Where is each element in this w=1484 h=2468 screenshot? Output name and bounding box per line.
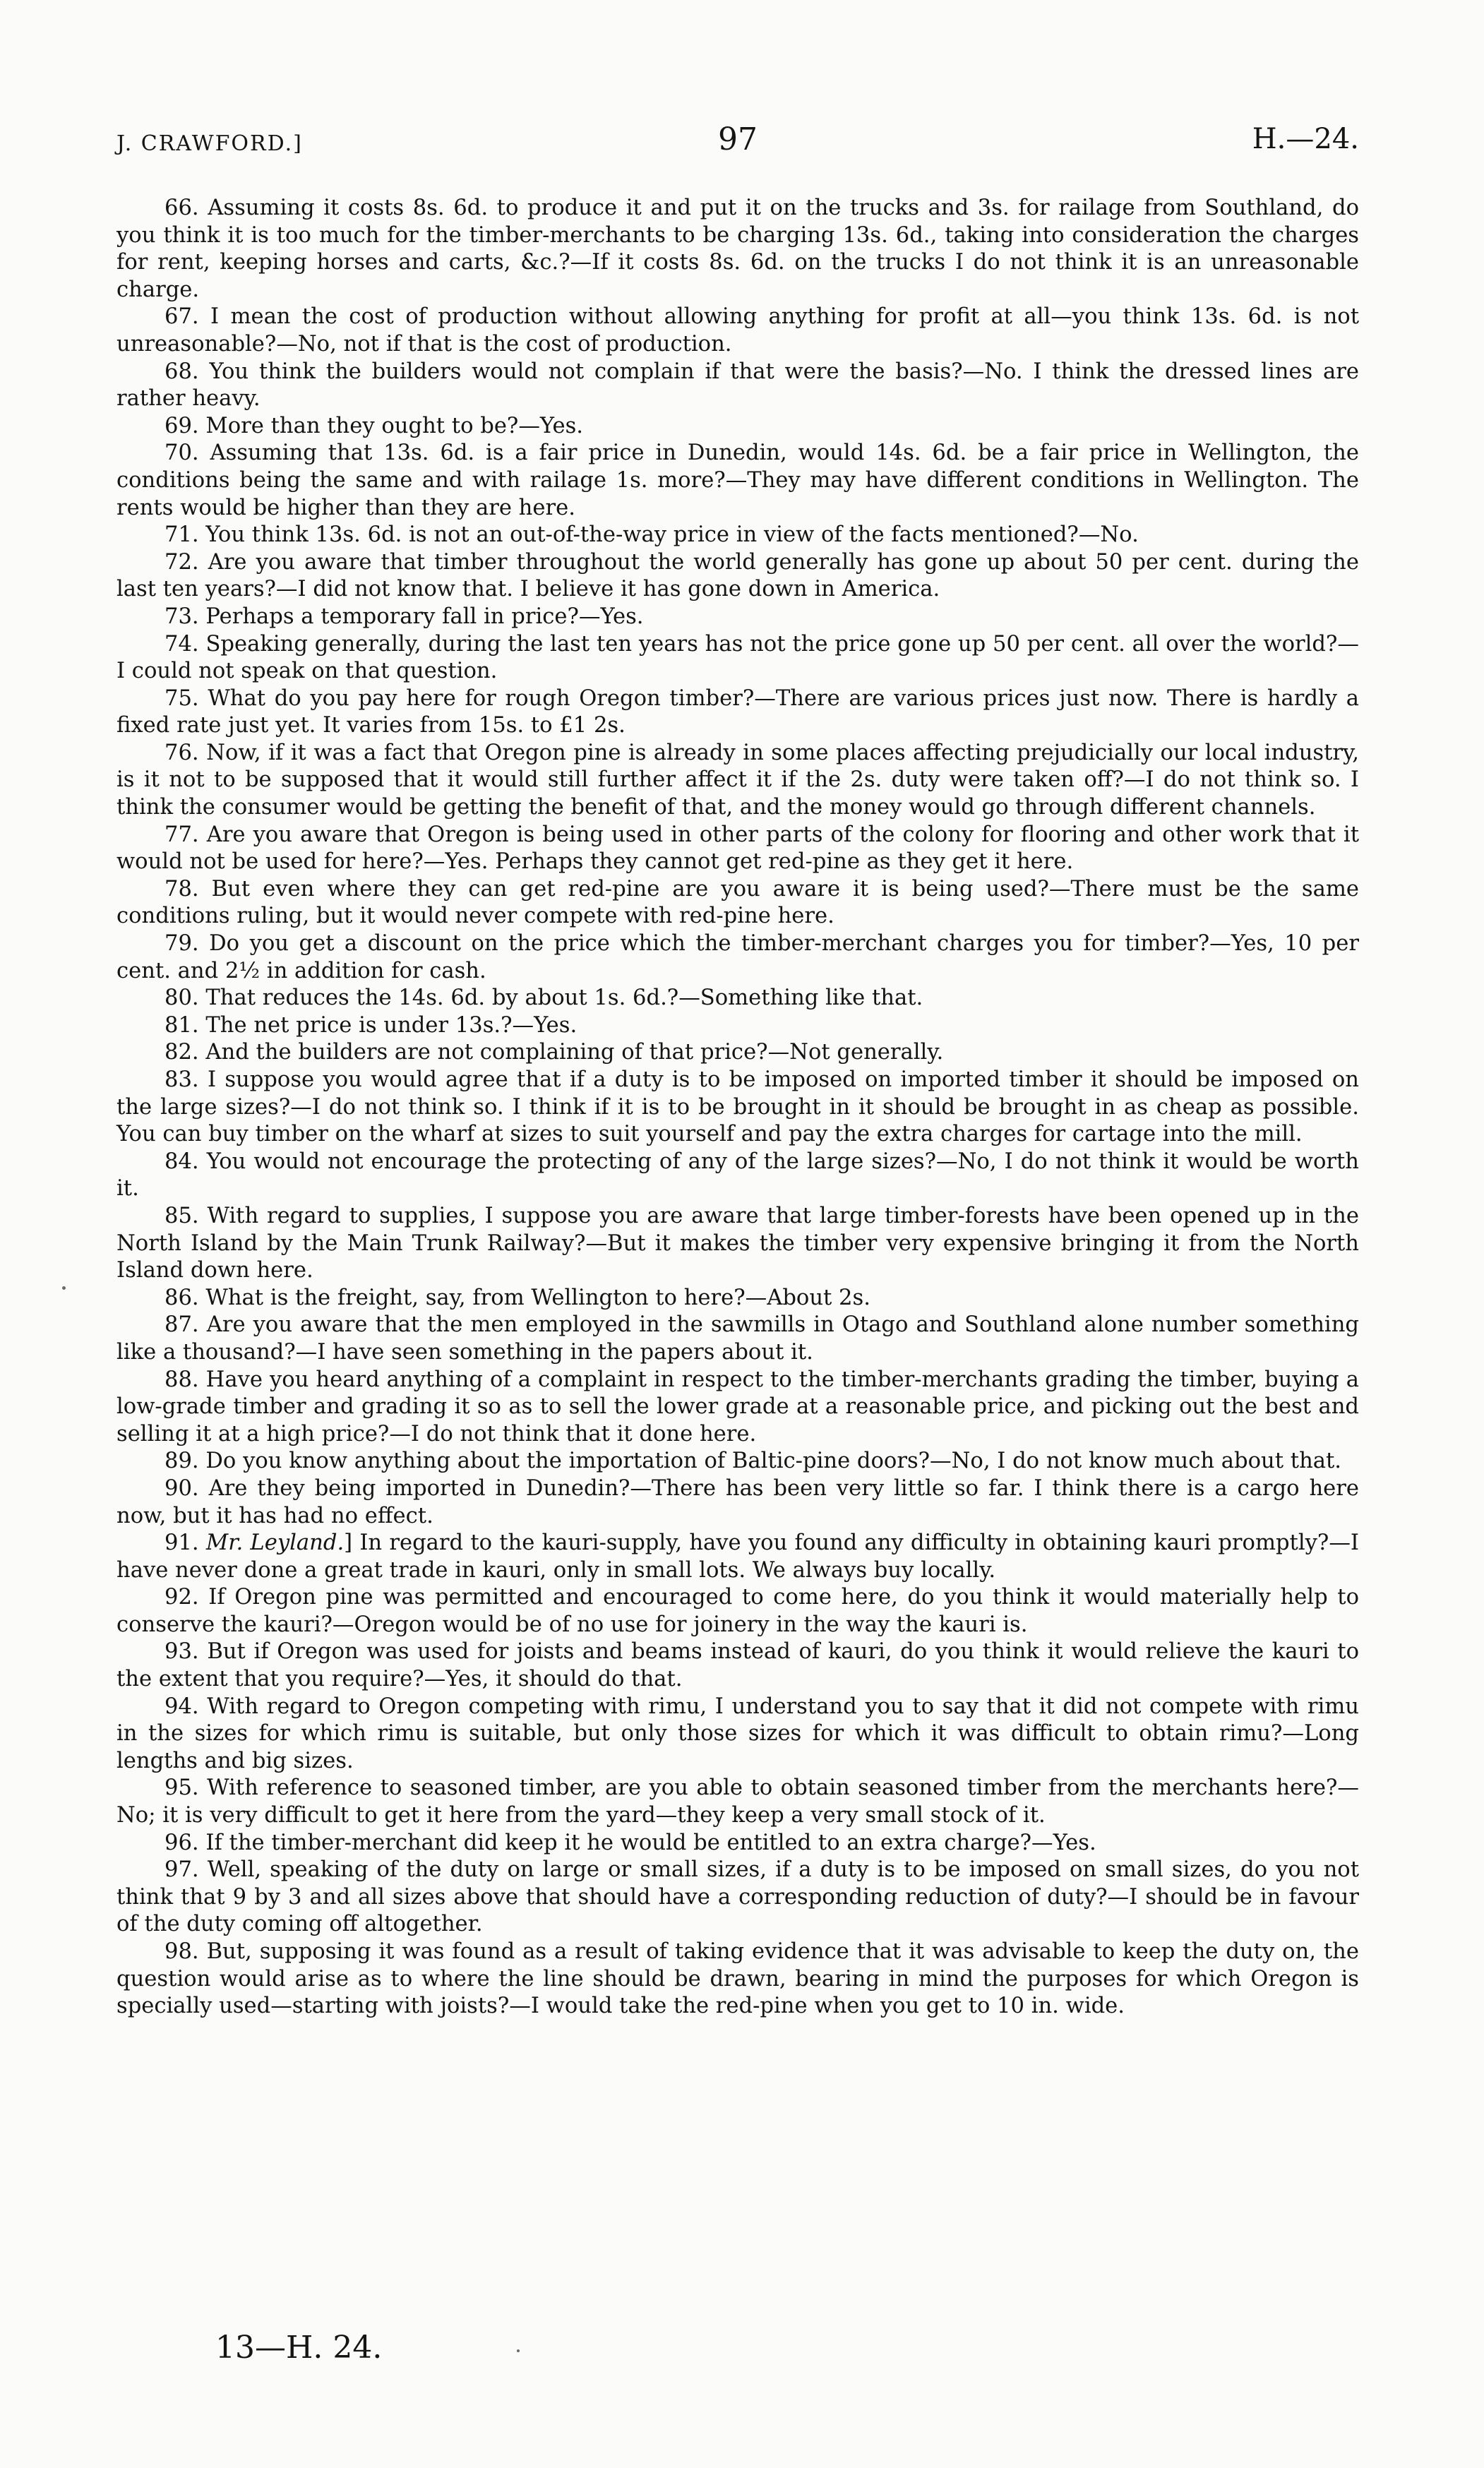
evidence-paragraph [116, 631, 1359, 685]
evidence-paragraph [116, 1857, 1359, 1939]
question-answer-text: Now, if it was a fact that Oregon pine is already in some places affecting prejudicially our local industry, is it not to be supposed that it would still further affect it if the 2s. duty were taken off?—I do not think so. I think the consumer would be getting the benefit of that, and the money would go through different channels. [116, 740, 1359, 820]
question-answer-text: Speaking generally, during the last ten years has not the price gone up 50 per cent. all over the world?—I could not speak on that question. [116, 631, 1359, 684]
question-number: 66. [164, 196, 199, 220]
question-number: 73. [164, 604, 199, 629]
question-number: 91. [164, 1530, 199, 1556]
question-number: 83. [164, 1067, 199, 1092]
question-number: 90. [164, 1475, 199, 1501]
question-number: 69. [164, 413, 199, 438]
evidence-paragraph [116, 304, 1359, 358]
evidence-paragraph [116, 1475, 1359, 1530]
question-number: 75. [164, 685, 199, 711]
evidence-body [116, 195, 1359, 2020]
evidence-paragraph [116, 985, 1359, 1012]
evidence-paragraph [116, 549, 1359, 604]
question-answer-text: Are you aware that Oregon is being used in other parts of the colony for flooring and other work that it would not be used for here?—Yes. Perhaps they cannot get red-pine as they get it here. [116, 822, 1359, 875]
signature-mark: 13—H. 24. [215, 2330, 383, 2366]
question-answer-text: Do you get a discount on the price which the timber-merchant charges you for timber?—Yes, 10 per cent. and 2½ in addition for cash. [116, 931, 1359, 983]
question-answer-text: You think the builders would not complain if that were the basis?—No. I think the dressed lines are rather heavy. [116, 359, 1359, 412]
margin-speck [517, 2349, 520, 2352]
evidence-paragraph [116, 1312, 1359, 1366]
evidence-paragraph [116, 604, 1359, 631]
question-number: 84. [164, 1149, 199, 1174]
question-answer-text: Assuming that 13s. 6d. is a fair price in Dunedin, would 14s. 6d. be a fair price in Wellington, the conditions being the same and with railage 1s. more?—They may have different conditions in Wellington. The rents would be higher than they are here. [116, 441, 1359, 520]
witness-name: J. CRAWFORD.] [116, 131, 303, 156]
question-number: 74. [164, 631, 199, 657]
question-answer-text: But, supposing it was found as a result of taking evidence that it was advisable to keep the duty on, the question would arise as to where the line should be drawn, bearing in mind the purposes for which Oregon is specially used—starting with joists?—I would take the red-pine when you get to 10 in. wide. [116, 1939, 1359, 2019]
question-answer-text: What do you pay here for rough Oregon timber?—There are various prices just now. There is hardly a fixed rate just yet. It varies from 15s. to £1 2s. [116, 685, 1359, 738]
evidence-paragraph [116, 1285, 1359, 1312]
question-answer-text: Are you aware that the men employed in the sawmills in Otago and Southland alone number something like a thousand?—I have seen something in the papers about it. [116, 1312, 1359, 1365]
document-reference: H.—24. [1252, 123, 1359, 155]
question-number: 81. [164, 1012, 199, 1038]
question-answer-text: Are they being imported in Dunedin?—There has been very little so far. I think there is a cargo here now, but it has had no effect. [116, 1475, 1359, 1528]
question-answer-text: And the builders are not complaining of that price?—Not generally. [205, 1040, 944, 1065]
question-number: 98. [164, 1939, 199, 1964]
question-answer-text: But if Oregon was used for joists and beams instead of kauri, do you think it would relieve the kauri to the extent that you require?—Yes, it should do that. [116, 1639, 1359, 1692]
evidence-paragraph [116, 195, 1359, 304]
question-answer-text: You think 13s. 6d. is not an out-of-the-way price in view of the facts mentioned?—No. [205, 522, 1139, 548]
question-number: 71. [164, 522, 199, 548]
question-number: 80. [164, 986, 199, 1011]
question-number: 86. [164, 1285, 199, 1310]
question-number: 85. [164, 1203, 199, 1228]
evidence-paragraph [116, 1039, 1359, 1067]
evidence-paragraph [116, 685, 1359, 740]
question-answer-text: With regard to supplies, I suppose you are aware that large timber-forests have been opened up in the North Island by the Main Trunk Railway?—But it makes the timber very expensive bringing it from the North Island down here. [116, 1203, 1359, 1283]
question-answer-text: The net price is under 13s.?—Yes. [205, 1012, 578, 1038]
evidence-paragraph [116, 740, 1359, 822]
evidence-paragraph [116, 1775, 1359, 1829]
question-answer-text: Perhaps a temporary fall in price?—Yes. [205, 604, 644, 629]
question-number: 87. [164, 1312, 199, 1338]
question-answer-text: Assuming it costs 8s. 6d. to produce it and put it on the trucks and 3s. for railage from Southland, do you think it is too much for the timber-merchants to be charging 13s. 6d., taking into consideration the charges for rent, keeping horses and carts, &c.?—If it costs 8s. 6d. on the trucks I do not think it is an unreasonable charge. [116, 196, 1359, 302]
question-answer-text: Are you aware that timber throughout the world generally has gone up about 50 per cent. during the last ten years?—I did not know that. I believe it has gone down in America. [116, 549, 1359, 602]
question-number: 97. [164, 1857, 199, 1883]
question-number: 92. [164, 1585, 199, 1610]
question-number: 82. [164, 1040, 199, 1065]
evidence-paragraph [116, 522, 1359, 549]
evidence-paragraph [116, 1639, 1359, 1693]
evidence-paragraph [116, 1367, 1359, 1449]
question-number: 70. [164, 441, 199, 466]
question-answer-text: Have you heard anything of a complaint in respect to the timber-merchants grading the timber, buying a low-grade timber and grading it so as to sell the lower grade at a reasonable price, and picking out the best and selling it at a high price?—I do not think that it done here. [116, 1367, 1359, 1446]
question-answer-text: I suppose you would agree that if a duty is to be imposed on imported timber it should be imposed on the large sizes?—I do not think so. I think if it is to be brought in it should be brought in as cheap as possible. You can buy timber on the wharf at sizes to suit yourself and pay the extra charges for cartage into the mill. [116, 1067, 1359, 1147]
question-answer-text: What is the freight, say, from Wellington to here?—About 2s. [205, 1285, 870, 1310]
evidence-paragraph [116, 1830, 1359, 1857]
evidence-paragraph [116, 876, 1359, 930]
evidence-paragraph [116, 1448, 1359, 1475]
evidence-paragraph [116, 1694, 1359, 1775]
question-answer-text: ] In regard to the kauri-supply, have you found any difficulty in obtaining kauri promptly?—I have never done a great trade in kauri, only in small lots. We always buy locally. [116, 1530, 1360, 1583]
evidence-paragraph [116, 1012, 1359, 1040]
question-answer-text: With regard to Oregon competing with rimu, I understand you to say that it did not compete with rimu in the sizes for which rimu is suitable, but only those sizes for which it was difficult to obtain rimu?—Long lengths and big sizes. [116, 1694, 1359, 1773]
evidence-paragraph [116, 1939, 1359, 2020]
question-number: 78. [164, 876, 199, 901]
question-number: 89. [164, 1449, 199, 1474]
question-number: 93. [164, 1639, 199, 1665]
question-number: 94. [164, 1694, 199, 1719]
question-number: 68. [164, 359, 199, 384]
speaker-name: Mr. Leyland. [205, 1530, 345, 1556]
question-answer-text: If the timber-merchant did keep it he would be entitled to an extra charge?—Yes. [205, 1830, 1096, 1855]
question-number: 77. [164, 822, 199, 847]
question-number: 72. [164, 549, 199, 575]
question-number: 96. [164, 1830, 199, 1855]
evidence-paragraph [116, 930, 1359, 985]
question-answer-text: I mean the cost of production without allowing anything for profit at all—you think 13s. 6d. is not unreasonable?—No, not if that is the cost of production. [116, 304, 1359, 357]
question-answer-text: You would not encourage the protecting of any of the large sizes?—No, I do not think it would be worth it. [116, 1149, 1359, 1202]
evidence-paragraph [116, 359, 1359, 413]
question-number: 67. [164, 304, 199, 330]
evidence-paragraph [116, 1149, 1359, 1203]
evidence-paragraph [116, 440, 1359, 522]
question-number: 79. [164, 931, 199, 957]
margin-speck [62, 1286, 66, 1290]
question-answer-text: If Oregon pine was permitted and encouraged to come here, do you think it would materially help to conserve the kauri?—Oregon would be of no use for joinery in the way the kauri is. [116, 1585, 1359, 1637]
question-number: 88. [164, 1367, 199, 1392]
question-number: 95. [164, 1775, 199, 1801]
question-answer-text: That reduces the 14s. 6d. by about 1s. 6d.?—Something like that. [205, 986, 923, 1011]
question-answer-text: More than they ought to be?—Yes. [205, 413, 583, 438]
question-answer-text: But even where they can get red-pine are you aware it is being used?—There must be the same conditions ruling, but it would never compete with red-pine here. [116, 876, 1359, 929]
evidence-paragraph [116, 1530, 1359, 1584]
page-number: 97 [718, 121, 758, 157]
evidence-paragraph [116, 413, 1359, 441]
question-number: 76. [164, 740, 199, 765]
evidence-paragraph [116, 1584, 1359, 1639]
evidence-paragraph [116, 1203, 1359, 1285]
question-answer-text: With reference to seasoned timber, are you able to obtain seasoned timber from the merchants here?—No; it is very difficult to get it here from the yard—they keep a very small stock of it. [116, 1775, 1359, 1828]
evidence-paragraph [116, 1067, 1359, 1149]
question-answer-text: Do you know anything about the importation of Baltic-pine doors?—No, I do not know much about that. [205, 1449, 1342, 1474]
page-header [116, 121, 1359, 171]
question-answer-text: Well, speaking of the duty on large or small sizes, if a duty is to be imposed on small sizes, do you not think that 9 by 3 and all sizes above that should have a corresponding reduction of duty?—I should be in favour of the duty coming off altogether. [116, 1857, 1359, 1937]
evidence-paragraph [116, 822, 1359, 876]
